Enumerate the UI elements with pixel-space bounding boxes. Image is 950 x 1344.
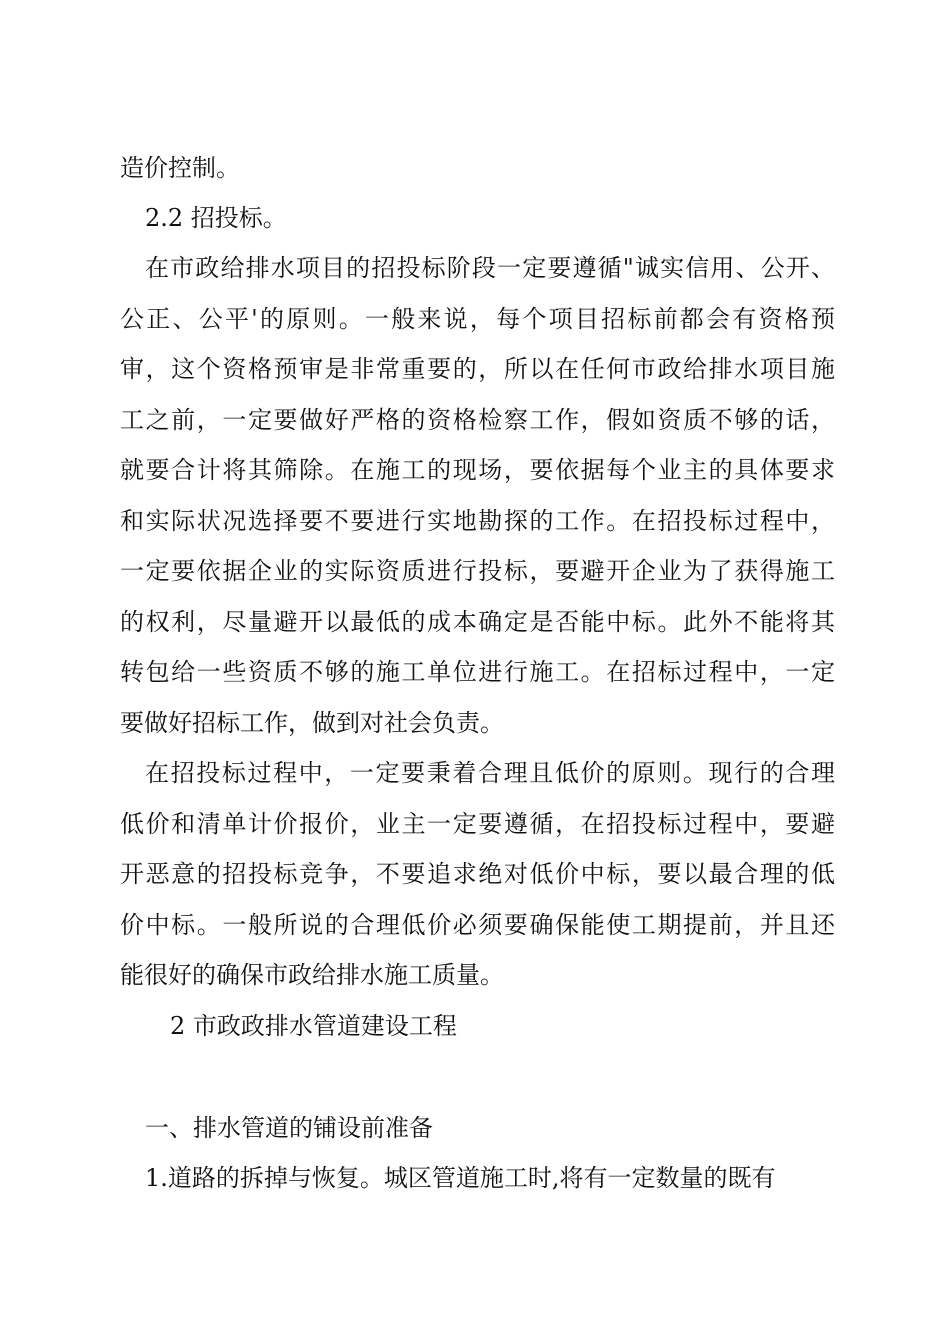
text-line: 低价和清单计价报价，业主一定要遵循，在招投标过程中，要避 bbox=[120, 810, 835, 838]
chapter-heading: 2 市政政排水管道建设工程 bbox=[170, 1012, 457, 1040]
text-line: 在招投标过程中，一定要秉着合理且低价的原则。现行的合理 bbox=[145, 759, 835, 787]
text-line: 的权利，尽量避开以最低的成本确定是否能中标。此外不能将其 bbox=[120, 608, 835, 636]
text-line: 工之前，一定要做好严格的资格检察工作，假如资质不够的话， bbox=[120, 406, 835, 434]
text-line: 一定要依据企业的实际资质进行投标，要避开企业为了获得施工 bbox=[120, 557, 835, 585]
text-line: 在市政给排水项目的招投标阶段一定要遵循"诚实信用、公开、 bbox=[145, 254, 835, 282]
subsection-heading: 一、排水管道的铺设前准备 bbox=[145, 1114, 433, 1142]
text-line: 开恶意的招投标竞争，不要追求绝对低价中标，要以最合理的低 bbox=[120, 860, 835, 888]
text-line: 能很好的确保市政给排水施工质量。 bbox=[120, 961, 504, 989]
text-line: 公正、公平'的原则。一般来说，每个项目招标前都会有资格预 bbox=[120, 305, 835, 333]
text-line: 审，这个资格预审是非常重要的，所以在任何市政给排水项目施 bbox=[120, 355, 835, 383]
text-line: 就要合计将其筛除。在施工的现场，要依据每个业主的具体要求 bbox=[120, 456, 835, 484]
section-heading: 2.2 招投标。 bbox=[145, 204, 287, 232]
text-line: 转包给一些资质不够的施工单位进行施工。在招标过程中，一定 bbox=[120, 658, 835, 686]
text-line: 1.道路的拆掉与恢复。城区管道施工时,将有一定数量的既有 bbox=[145, 1164, 776, 1192]
text-line: 造价控制。 bbox=[120, 154, 240, 182]
text-line: 要做好招标工作，做到对社会负责。 bbox=[120, 709, 504, 737]
text-line: 价中标。一般所说的合理低价必须要确保能使工期提前，并且还 bbox=[120, 911, 835, 939]
text-line: 和实际状况选择要不要进行实地勘探的工作。在招投标过程中， bbox=[120, 507, 835, 535]
